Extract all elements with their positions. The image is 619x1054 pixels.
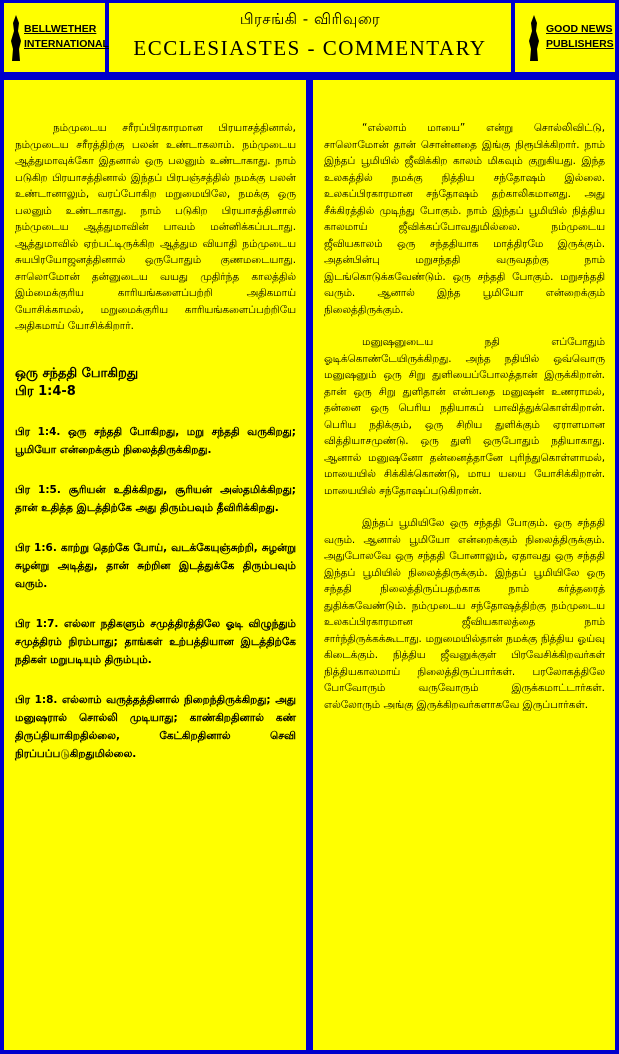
verse-1-6: பிர 1:6. காற்று தெற்கே போய், வடக்கேயுஞ்சுற்றி, சுழன்று சுழன்று அடித்து, தான் சுற்றின இடத்துக்கே திரும்பவும் வரும். [15, 541, 296, 590]
verse-1-5: பிர 1:5. சூரியன் உதிக்கிறது, சூரியன் அஸ்தமிக்கிறது; தான் உதித்த இடத்திற்கே அது திரும்பவும் தீவிரிக்கிறது. [15, 483, 296, 514]
page-header [109, 3, 511, 72]
verse-1-4: பிர 1:4. ஒரு சந்ததி போகிறது, மறு சந்ததி வருகிறது; பூமியோ என்றைக்கும் நிலைத்திருக்கிறது. [15, 425, 296, 456]
section-heading [15, 365, 296, 401]
bellwether-logo-text: BELLWETHER INTERNATIONAL [24, 23, 109, 50]
ram-icon [527, 15, 541, 61]
title-tamil: பிரசங்கி - விரிவுரை [239, 10, 381, 28]
section-heading-title: ஒரு சந்ததி போகிறது [15, 365, 139, 381]
title-english: ECCLESIASTES - COMMENTARY [133, 36, 487, 60]
right-paragraph-3: இந்தப் பூமியிலே ஒரு சந்ததி போகும். ஒரு சந்ததி வரும். ஆனால் பூமியோ என்றைக்கும் நிலைத்திருக்கும். அதுபோலவே ஒரு சந்ததி போனாலும், ஏதாவது ஒரு சந்ததி இந்தப் பூமியில் நிலைத்திருக்கும். இந்தப் பூமியிலே ஒரு சந்ததி நிலைத்திருப்பதற்காக நாம் கர்த்தரைத் துதிக்கவேண்டும். நம்முடைய சந்தோஷத்திற்கு நம்முடைய உலகப்பிரகாரமான ஜீவியகாலத்தை நாம் சார்ந்திருக்கக்கூடாது. மறுமையில்தான் நமக்கு நித்திய ஓய்வு கிடைக்கும். நித்திய ஜீவனுக்குள் பிரவேசிக்கிறவர்கள் நித்தியகாலமாய் நிலைத்திருப்பார்கள். பரலோகத்திலே போவோரும் வருவோரும் இருக்கமாட்டார்கள். எல்லோரும் அங்கு இருக்கிறவர்களாகவே இருப்பார்கள். [324, 517, 605, 711]
verse-1-7: பிர 1:7. எல்லா நதிகளும் சமுத்திரத்திலே ஓடி விழுந்தும் சமுத்திரம் நிரம்பாது; தாங்கள் உற்பத்தியான இடத்திற்கே நதிகள் மறுபடியும் திரும்பும். [15, 617, 296, 666]
section-heading-reference: பிர 1:4-8 [15, 383, 76, 399]
good-news-logo [515, 3, 615, 72]
right-paragraph-2: மனுஷனுடைய நதி எப்போதும் ஓடிக்கொண்டேயிருக்கிறது. அந்த நதியில் ஒவ்வொரு மனுஷனும் ஒரு சிறு துளியைப்போலத்தான் இருக்கிறான். தான் ஒரு சிறு துளிதான் என்பதை மனுஷன் உணராமல், தன்னை ஒரு பெரிய நதியாகப் பாவித்துக்கொள்கிறான். பெரிய நதிக்கும், ஒரு சிறிய துளிக்கும் ஏராளமான வித்தியாசமுண்டு. ஒரு துளி ஒருபோதும் நதியாகாது. ஆனால் மனுஷனோ தன்னைத்தானே புரிந்துகொள்ளாமல், மாயையில் சிக்கிக்கொண்டு, மாய யயை யோசிக்கிறான். மாயையில் சந்தோஷப்படுகிறான். [324, 336, 605, 497]
right-column [313, 80, 615, 1050]
verse-1-8: பிர 1:8. எல்லாம் வருத்தத்தினால் நிறைந்திருக்கிறது; அது மனுஷரால் சொல்லி முடியாது; காண்கிறதினால் கண் திருப்தியாகிறதில்லை, கேட்கிறதினால் செவி நிரப்பப்படுகிறதுமில்லை. [15, 693, 296, 760]
good-news-logo-text: GOOD NEWS PUBLISHERS [546, 23, 614, 50]
bellwether-logo [4, 3, 109, 72]
ram-icon [9, 15, 23, 61]
right-paragraph-1: “எல்லாம் மாயை” என்று சொல்லிவிட்டு, சாலொமோன் தான் சொன்னதை இங்கு நிரூபிக்கிறார். நாம் இந்தப் பூமியில் ஜீவிக்கிற காலம் மிகவும் குறுகியது. இந்த உலகத்தில் நமக்கு நித்திய சந்தோஷம் இல்லை. உலகப்பிரகாரமான சந்தோஷம் தற்காலிகமானது. அது சீக்கிரத்தில் முடிந்து போகும். நாம் இந்தப் பூமியில் நித்திய காலமாய் ஜீவிக்கப்போவதுமில்லை. நம்முடைய ஜீவியகாலம் ஒரு சந்ததியாக மாத்திரமே இருக்கும். அதன்பின்பு மறுசந்ததி வருவதற்கு நாம் இடங்கொடுக்கவேண்டும். ஒரு சந்ததி போகும். மறுசந்ததி வரும். ஆனால் இந்த பூமியோ என்றைக்கும் நிலைத்திருக்கும். [324, 122, 605, 316]
left-column [4, 80, 306, 1050]
left-paragraph-1: நம்முடைய சரீரப்பிரகாரமான பிரயாசத்தினால், நம்முடைய சரீரத்திற்கு பலன் உண்டாகலாம். நம்முடைய ஆத்துமாவுக்கோ இதனால் ஒரு பலனும் உண்டாகாது. நாம் படுகிற பிரயாசத்தினால் இந்தப் பிரபஞ்சத்தில் நமக்கு பலன் உண்டானாலும், வரப்போகிற மறுமையிலே, நமக்கு ஒரு பலனும் உண்டாகாது. நாம் படுகிற பிரயாசத்தினால் நம்முடைய ஆத்துமாவின் பாவம் மன்னிக்கப்படாது. ஆத்துமாவில் ஏற்பட்டிருக்கிற ஆத்தும வியாதி நம்முடைய சுயபிரயோஜனத்தினால் ஒருபோதும் குணமடையாது. சாலொமோன் தன்னுடைய வயது முதிர்ந்த காலத்தில் இம்மைக்குரிய காரியங்களைப்பற்றி அதிகமாய் யோசிக்காமல், மறுமைக்குரிய காரியங்களைப்பற்றியே அதிகமாய் யோசிக்கிறார். [15, 122, 296, 332]
